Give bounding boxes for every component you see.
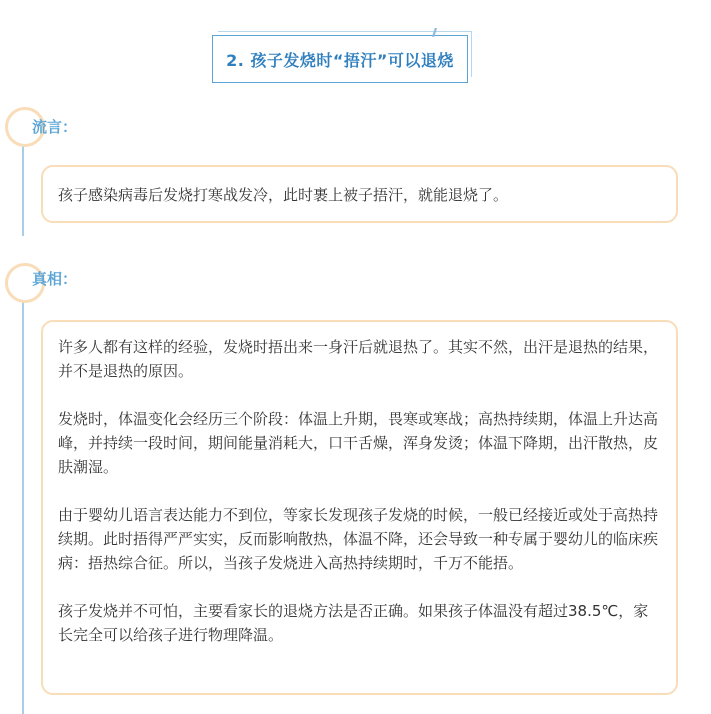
- rumor-text: 孩子感染病毒后发烧打寒战发冷，此时裹上被子捂汗，就能退烧了。: [58, 186, 509, 204]
- section-title-box: [212, 35, 468, 83]
- truth-paragraph: 发烧时，体温变化会经历三个阶段：体温上升期，畏寒或寒战；高热持续期，体温上升达高峰，并持续一段时间，期间能量消耗大，口干舌燥，浑身发烫；体温下降期，出汗散热，皮肤潮湿。: [58, 410, 659, 476]
- truth-paragraph: 孩子发烧并不可怕，主要看家长的退烧方法是否正确。如果孩子体温没有超过38.5℃，家长完全可以给孩子进行物理降温。: [58, 602, 649, 644]
- rumor-card: [41, 165, 678, 223]
- timeline-line-truth: [22, 293, 24, 714]
- truth-card: [41, 320, 678, 695]
- section-title: 2. 孩子发烧时“捂汗”可以退烧: [226, 50, 454, 70]
- rumor-label: 流言：: [32, 118, 78, 136]
- timeline-line-rumor: [22, 136, 24, 236]
- truth-paragraph: 由于婴幼儿语言表达能力不到位，等家长发现孩子发烧的时候，一般已经接近或处于高热持续期。此时捂得严严实实，反而影响散热，体温不降，还会导致一种专属于婴幼儿的临床疾病：捂热综合征。所以，当孩子发烧进入高热持续期时，千万不能捂。: [58, 506, 659, 572]
- truth-paragraph: 许多人都有这样的经验，发烧时捂出来一身汗后就退热了。其实不然，出汗是退热的结果，并不是退热的原因。: [58, 338, 659, 380]
- title-decoration-slashes: ///: [432, 26, 435, 39]
- truth-label: 真相：: [32, 270, 78, 288]
